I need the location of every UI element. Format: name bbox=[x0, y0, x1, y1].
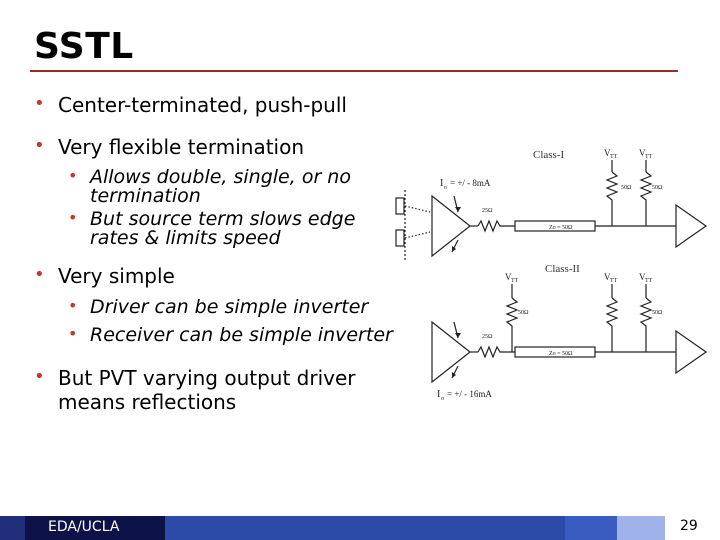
sub-bullet-text: But source term slows edge rates & limits speed bbox=[90, 208, 356, 249]
io-sub-1: o bbox=[444, 185, 447, 191]
zo-label-1: Zo = 50Ω bbox=[549, 225, 573, 231]
r25-label-2: 25Ω bbox=[482, 334, 493, 340]
title-rule bbox=[30, 70, 678, 72]
sub-bullet-text: Allows double, single, or no termination bbox=[90, 166, 351, 207]
svg-text:TT: TT bbox=[511, 278, 519, 284]
svg-text:V: V bbox=[639, 272, 646, 282]
r50-label-4: 50Ω bbox=[652, 310, 663, 316]
io-value-2: = +/ - 16mA bbox=[447, 389, 492, 399]
bullet-text: Center-terminated, push-pull bbox=[58, 93, 347, 117]
bullet-text: But PVT varying output driver means reflections bbox=[58, 366, 356, 414]
svg-text:TT: TT bbox=[610, 154, 618, 160]
io-sub-2: o bbox=[441, 396, 444, 402]
svg-text:V: V bbox=[604, 272, 611, 282]
bullet-text: Very simple bbox=[58, 264, 175, 288]
zo-label-2: Zo = 50Ω bbox=[549, 351, 573, 357]
receiver-triangle-1 bbox=[676, 205, 706, 247]
io-label-2: I bbox=[437, 389, 441, 400]
svg-text:TT: TT bbox=[645, 154, 653, 160]
r50-label-2: 50Ω bbox=[652, 185, 663, 191]
bullet-pvt bbox=[34, 366, 398, 414]
vtt-label-2b bbox=[604, 272, 618, 284]
svg-text:V: V bbox=[505, 272, 512, 282]
sub-bullet-dot-icon: • bbox=[68, 296, 78, 315]
bullet-dot-icon: • bbox=[34, 135, 45, 156]
sub-bullet-driver bbox=[68, 296, 369, 318]
io-label-1: I bbox=[440, 178, 444, 189]
vtt-label-2a bbox=[505, 272, 519, 284]
svg-text:TT: TT bbox=[610, 278, 618, 284]
bullet-flexible-termination bbox=[34, 135, 305, 159]
bullet-dot-icon: • bbox=[34, 93, 45, 114]
bullet-center-terminated bbox=[34, 93, 347, 117]
sub-bullet-dot-icon: • bbox=[68, 324, 78, 343]
class-2-label: Class-II bbox=[545, 263, 580, 275]
r25-label: 25Ω bbox=[482, 208, 493, 214]
bullet-very-simple bbox=[34, 264, 175, 288]
page-number: 29 bbox=[680, 518, 698, 534]
slide-title: SSTL bbox=[34, 26, 134, 67]
resistor-50-class1 bbox=[607, 172, 617, 226]
vtt-label-1b bbox=[639, 148, 653, 160]
sub-bullet-dot-icon: • bbox=[68, 166, 78, 185]
sub-bullet-text: Receiver can be simple inverter bbox=[90, 324, 393, 346]
driver-triangle-2 bbox=[432, 322, 470, 382]
sub-bullet-source-term bbox=[68, 208, 380, 249]
io-value-1: = +/ - 8mA bbox=[450, 178, 491, 188]
r50-label: 50Ω bbox=[621, 185, 632, 191]
bullet-dot-icon: • bbox=[34, 264, 45, 285]
vtt-label-2c bbox=[639, 272, 653, 284]
sub-bullet-allows bbox=[68, 166, 380, 207]
footer-label: EDA/UCLA bbox=[48, 519, 120, 535]
svg-text:TT: TT bbox=[645, 278, 653, 284]
r50-label-3: 50Ω bbox=[518, 310, 529, 316]
bullet-dot-icon: • bbox=[34, 366, 45, 387]
sub-bullet-text: Driver can be simple inverter bbox=[90, 296, 369, 318]
receiver-triangle-2 bbox=[676, 331, 706, 373]
sstl-circuit-diagram bbox=[390, 135, 720, 410]
bullet-text: Very flexible termination bbox=[58, 135, 305, 159]
sub-bullet-receiver bbox=[68, 324, 393, 346]
svg-text:V: V bbox=[604, 148, 611, 158]
svg-text:V: V bbox=[639, 148, 646, 158]
class-1-label: Class-I bbox=[533, 149, 565, 161]
vtt-label-1a bbox=[604, 148, 618, 160]
sub-bullet-dot-icon: • bbox=[68, 208, 78, 227]
